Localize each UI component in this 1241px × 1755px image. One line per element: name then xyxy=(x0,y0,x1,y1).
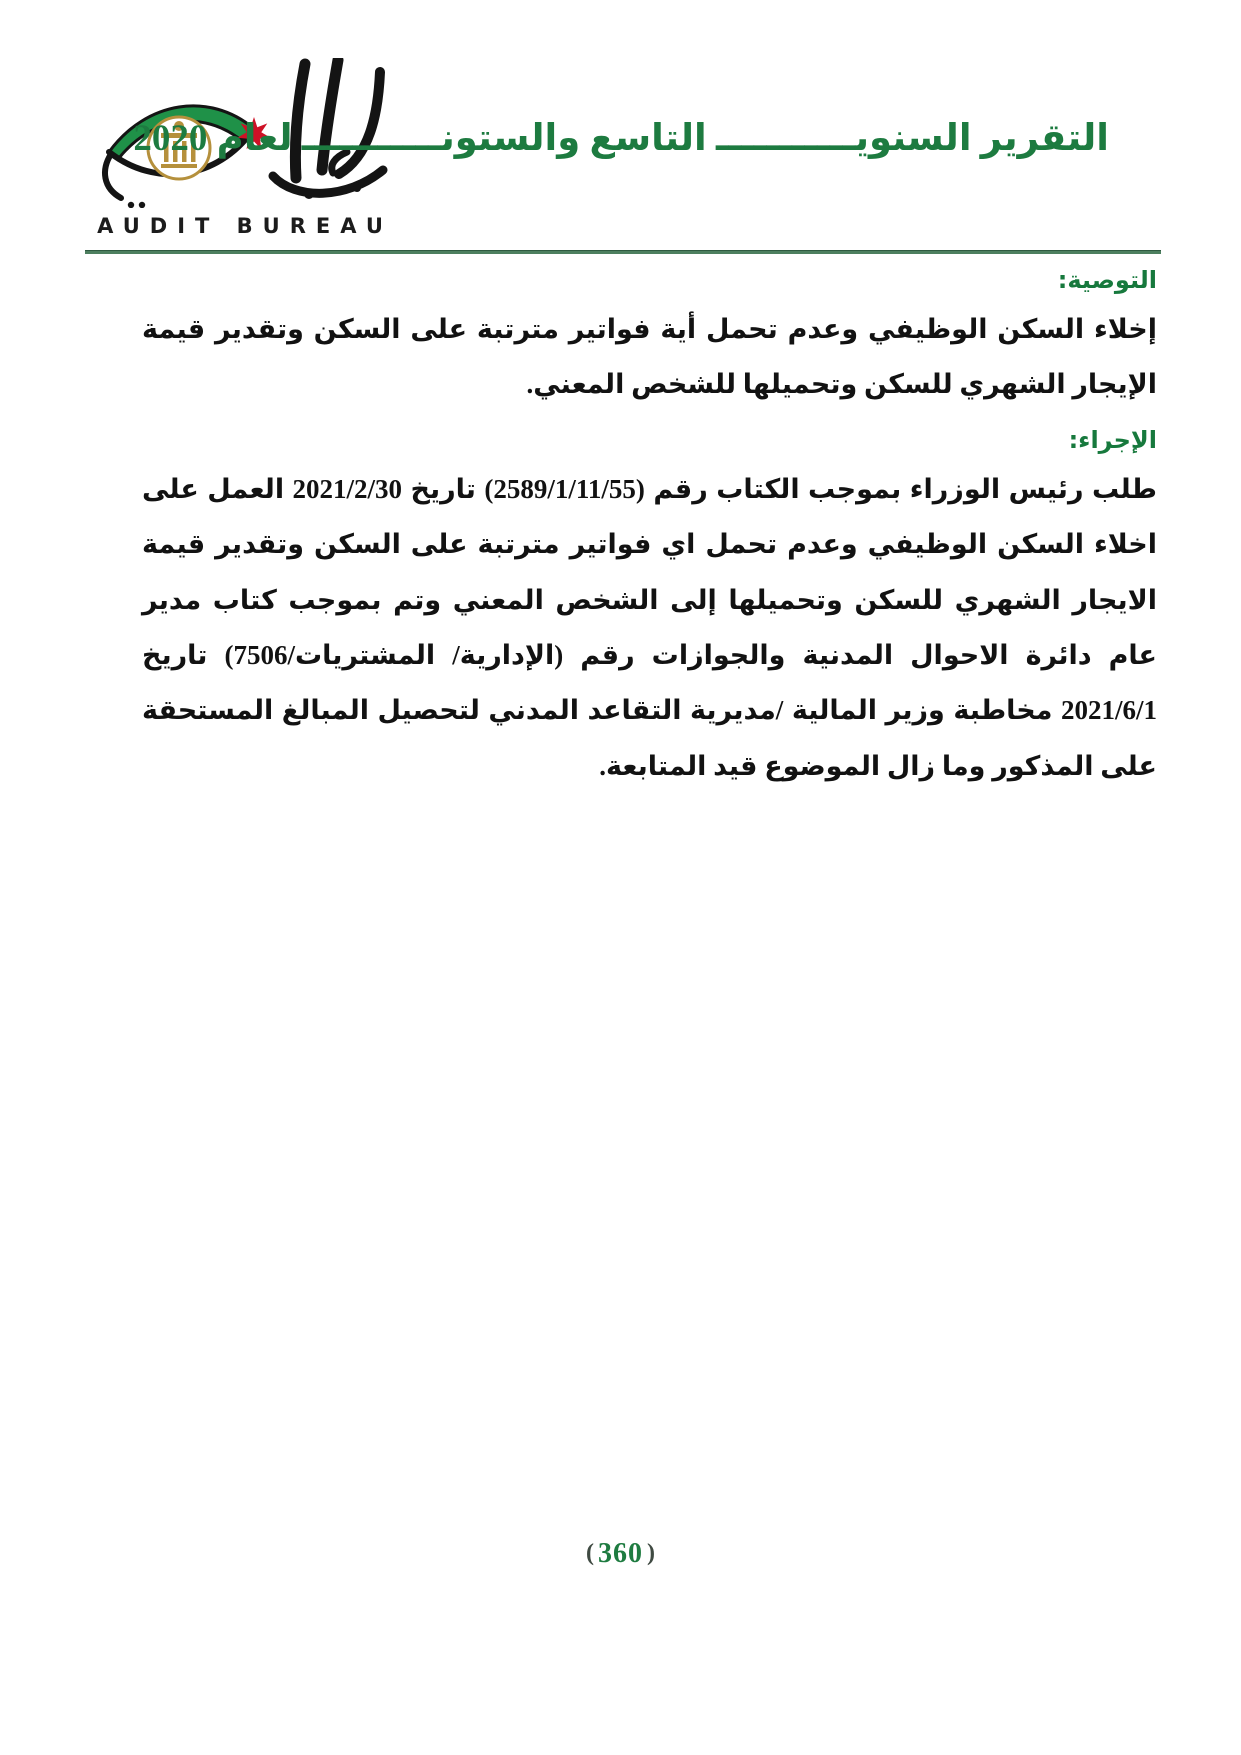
report-title: التقرير السنويـــــــــــ التاسع والستونـــــــــــ لعام 2020 xyxy=(133,118,1109,159)
page-number: 360 xyxy=(598,1538,643,1569)
logo-latin-name: AUDIT BUREAU xyxy=(97,214,393,238)
page-number-open-paren: ( xyxy=(586,1540,594,1566)
page-number-close-paren: ) xyxy=(647,1540,655,1566)
report-content xyxy=(142,258,1157,806)
action-paragraph: طلب رئيس الوزراء بموجب الكتاب رقم (2589/1/11/55) تاريخ 2021/2/30 العمل على اخلاء السكن الوظيفي وعدم تحمل اي فواتير مترتبة على السكن وتقدير قيمة الايجار الشهري للسكن وتحميلها إلى الشخص المعني وتم بموجب كتاب مدير عام دائرة الاحوال المدنية والجوازات رقم (الإدارية/ المشتريات/7506) تاريخ 2021/6/1 مخاطبة وزير المالية /مديرية التقاعد المدني لتحصيل المبالغ المستحقة على المذكور وما زال الموضوع قيد المتابعة. xyxy=(142,473,1157,781)
logo-arabic-name xyxy=(395,58,396,59)
section-heading-action: الإجراء: xyxy=(1068,426,1157,455)
section-heading-recommendation: التوصية: xyxy=(1057,266,1157,294)
header-divider xyxy=(85,250,1161,254)
page-footer xyxy=(0,1538,1241,1570)
recommendation-paragraph: إخلاء السكن الوظيفي وعدم تحمل أية فواتير مترتبة على السكن وتقدير قيمة الإيجار الشهري للسكن وتحميلها للشخص المعني. xyxy=(142,313,1157,399)
